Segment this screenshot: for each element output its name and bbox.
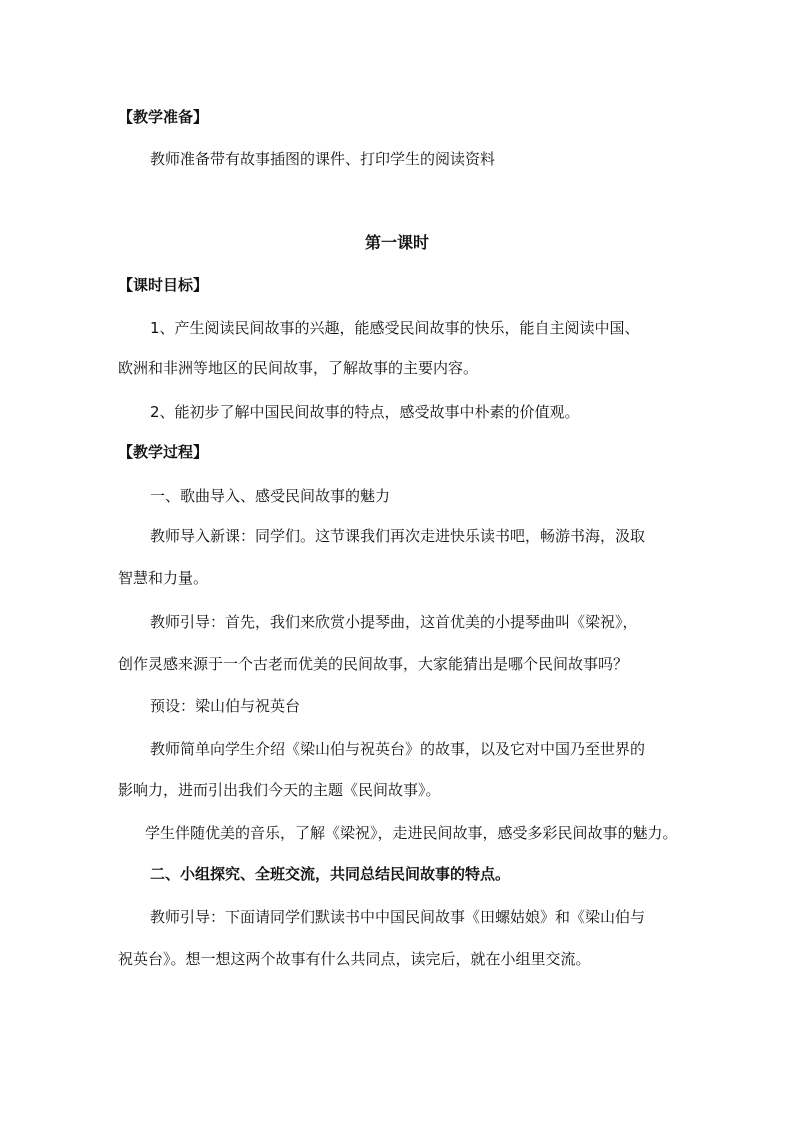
- section-1-title: 一、歌曲导入、感受民间故事的魅力: [150, 487, 391, 505]
- goal-1-line-2: 欧洲和非洲等地区的民间故事，了解故事的主要内容。: [118, 359, 479, 377]
- paragraph-2-line-1: 教师引导：首先，我们来欣赏小提琴曲，这首优美的小提琴曲叫《梁祝》，: [150, 613, 638, 631]
- goal-1-line-1: 1、产生阅读民间故事的兴趣，能感受民间故事的快乐，能自主阅读中国、: [150, 319, 640, 337]
- paragraph-1-line-2: 智慧和力量。: [118, 569, 209, 587]
- paragraph-6-line-1: 教师引导：下面请同学们默读书中中国民间故事《田螺姑娘》和《梁山伯与: [150, 908, 646, 926]
- process-heading: 【教学过程】: [118, 443, 209, 461]
- paragraph-5: 学生伴随优美的音乐，了解《梁祝》，走进民间故事，感受多彩民间故事的魅力。: [145, 824, 678, 842]
- section-2-title: 二、小组探究、全班交流，共同总结民间故事的特点。: [150, 865, 511, 883]
- paragraph-4-line-1: 教师简单向学生介绍《梁山伯与祝英台》的故事，以及它对中国乃至世界的: [150, 740, 646, 758]
- prep-text: 教师准备带有故事插图的课件、打印学生的阅读资料: [150, 150, 496, 168]
- prep-heading: 【教学准备】: [118, 108, 209, 126]
- paragraph-3: 预设：梁山伯与祝英台: [150, 697, 301, 715]
- paragraph-6-line-2: 祝英台》。想一想这两个故事有什么共同点，读完后，就在小组里交流。: [118, 950, 591, 968]
- paragraph-2-line-2: 创作灵感来源于一个古老而优美的民间故事，大家能猜出是哪个民间故事吗？: [118, 655, 629, 673]
- paragraph-4-line-2: 影响力，进而引出我们今天的主题《民间故事》。: [118, 781, 441, 799]
- goals-heading: 【课时目标】: [118, 276, 209, 294]
- paragraph-1-line-1: 教师导入新课：同学们。这节课我们再次走进快乐读书吧，畅游书海，汲取: [150, 527, 646, 545]
- lesson-title: 第一课时: [364, 233, 429, 252]
- goal-2: 2、能初步了解中国民间故事的特点，感受故事中朴素的价值观。: [150, 403, 580, 421]
